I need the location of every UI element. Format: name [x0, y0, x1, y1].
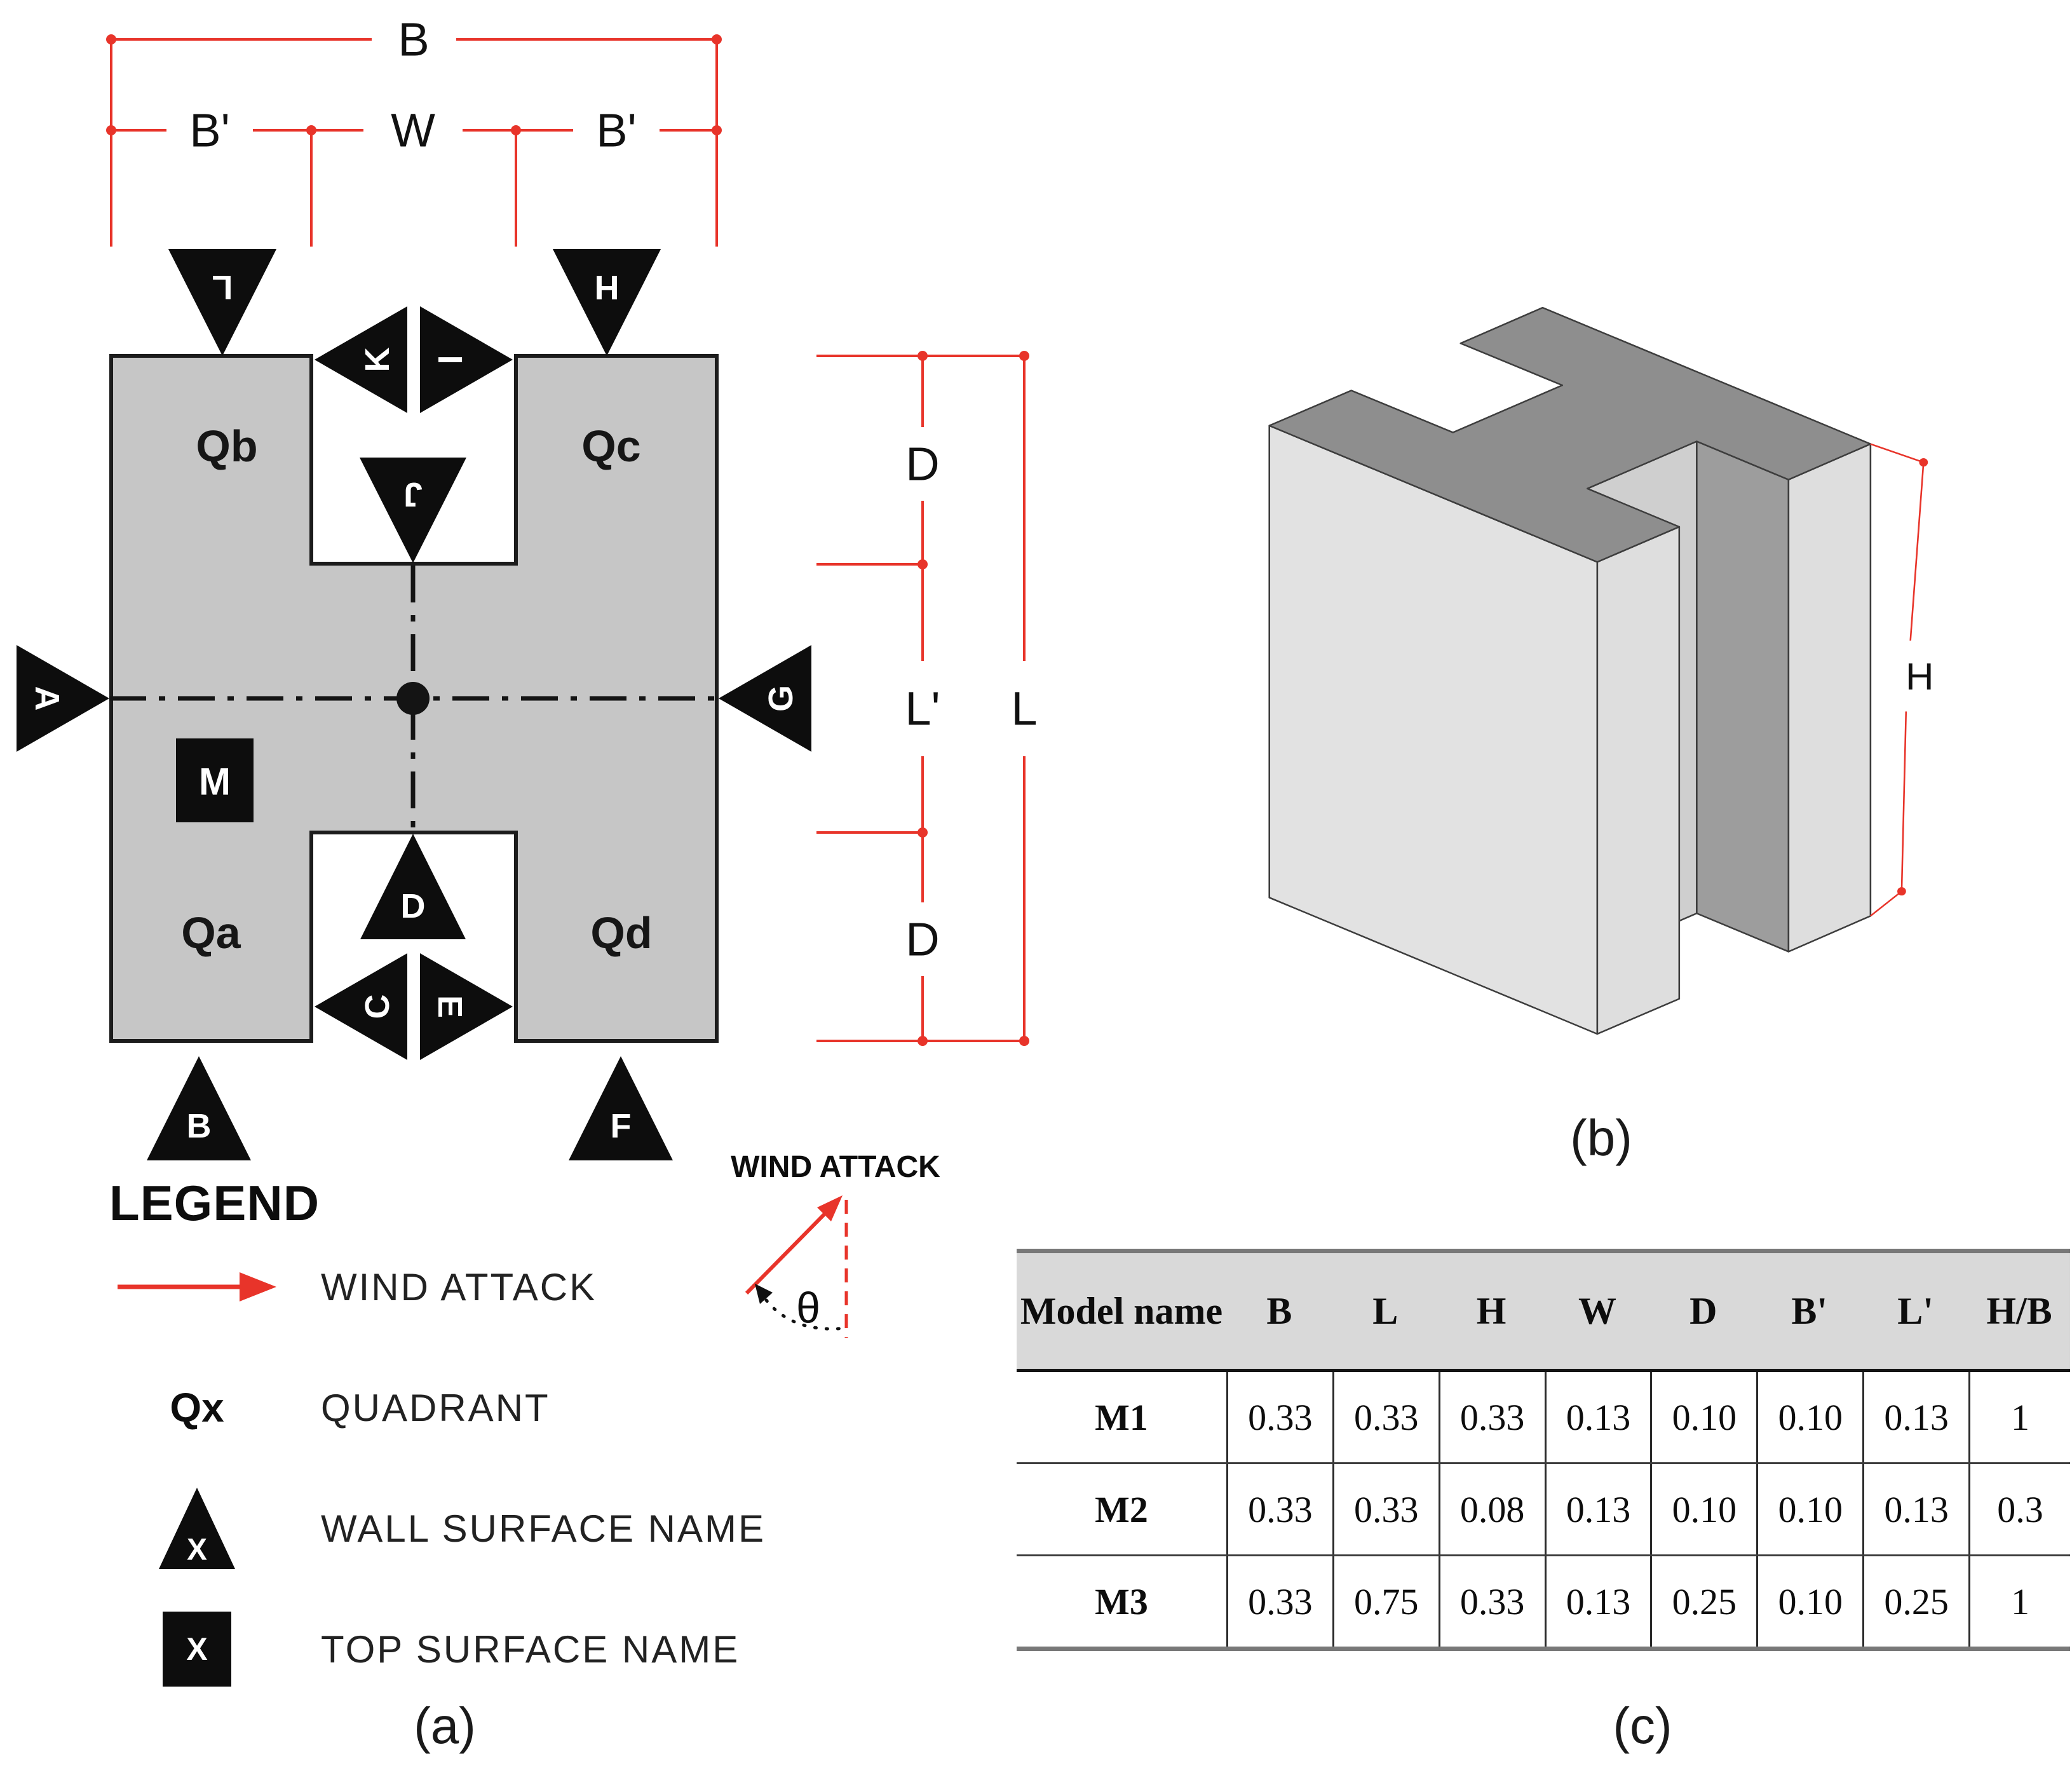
table-cell: 0.13 [1862, 1464, 1968, 1554]
wall-letter-f: F [610, 1107, 632, 1145]
table-cell: 0.08 [1439, 1464, 1545, 1554]
dim-dot [106, 34, 116, 44]
legend-wind-attack-label: WIND ATTACK [321, 1265, 597, 1308]
iso-height-label: H [1905, 655, 1934, 698]
quadrant-qc: Qc [581, 421, 641, 471]
table-cell: 0.3 [1968, 1464, 2070, 1554]
table-cell: 0.33 [1226, 1556, 1332, 1647]
dim-label-D-bottom: D [905, 913, 940, 966]
table-cell: 0.33 [1332, 1464, 1439, 1554]
table-header-cell: B [1266, 1289, 1292, 1332]
theta-arc-arrowhead [755, 1284, 773, 1304]
table-cell: 0.33 [1226, 1464, 1332, 1554]
quadrant-qd: Qd [590, 908, 653, 958]
dim-dot [306, 125, 316, 135]
legend-title: LEGEND [109, 1175, 320, 1231]
table-header-cell: H/B [1986, 1289, 2052, 1332]
wall-letter-g: G [762, 684, 800, 712]
table-cell: 0.10 [1650, 1464, 1756, 1554]
table-cell: 0.10 [1756, 1372, 1862, 1462]
table-cell: 0.33 [1226, 1372, 1332, 1462]
dim-label-D-top: D [905, 437, 940, 491]
dim-dot [918, 1036, 928, 1046]
dim-dot [1019, 351, 1029, 361]
table-header-cell: D [1689, 1289, 1717, 1332]
center-dot [396, 682, 430, 715]
wind-vector-line [747, 1211, 827, 1293]
table-cell: 1 [1968, 1556, 2070, 1647]
iso-right-flange-front-face [1789, 444, 1871, 952]
top-surface-letter-m: M [199, 760, 231, 803]
top-surface-square-icon [163, 1612, 231, 1687]
dim-dot [918, 559, 928, 569]
caption-a: (a) [414, 1697, 476, 1754]
table-cell-model: M2 [1095, 1488, 1148, 1530]
theta-label: θ [796, 1284, 820, 1332]
caption-b: (b) [1570, 1110, 1632, 1166]
iso-left-flange-front-face [1597, 527, 1679, 1034]
table-cell: 0.10 [1756, 1556, 1862, 1647]
wind-attack-arrow-icon [118, 1268, 276, 1306]
dim-dot [712, 34, 722, 44]
table-cell-model: M1 [1095, 1396, 1148, 1438]
panel-a-plan [0, 0, 1112, 1169]
table-cell: 0.75 [1332, 1556, 1439, 1647]
table-cell: 0.13 [1862, 1372, 1968, 1462]
wall-letter-e: E [431, 995, 469, 1019]
dim-dot [918, 351, 928, 361]
dim-label-W: W [391, 104, 435, 157]
wall-letter-j: J [403, 475, 423, 513]
table-cell: 0.10 [1756, 1464, 1862, 1554]
wind-attack-angle-diagram [686, 1141, 998, 1369]
dim-label-Lprime: L' [905, 682, 940, 735]
dim-dot [712, 125, 722, 135]
table-cell-model: M3 [1095, 1580, 1148, 1622]
table-header-cell: B' [1791, 1289, 1828, 1332]
table-cell: 0.33 [1332, 1372, 1439, 1462]
table-row [1017, 1464, 2070, 1556]
caption-c: (c) [1613, 1697, 1672, 1754]
quadrant-qa: Qa [181, 908, 241, 958]
table-cell: 0.25 [1862, 1556, 1968, 1647]
table-row [1017, 1556, 2070, 1647]
dim-dot [918, 827, 928, 838]
panel-c-table [1017, 1249, 2070, 1651]
wall-letter-k: K [358, 347, 396, 372]
dim-label-Bprime-right: B' [596, 104, 637, 157]
dim-label-L: L [1011, 682, 1038, 735]
dim-label-B: B [398, 13, 430, 66]
wind-diagram-title: WIND ATTACK [731, 1150, 940, 1184]
top-surface-symbol: X [186, 1631, 208, 1667]
table-row [1017, 1372, 2070, 1464]
table-cell: 0.13 [1545, 1556, 1651, 1647]
table-header-cell: Model name [1020, 1289, 1223, 1332]
table-cell: 0.13 [1545, 1372, 1651, 1462]
table-cell: 0.25 [1650, 1556, 1756, 1647]
table-header-cell: W [1578, 1289, 1616, 1332]
wall-letter-d: D [400, 887, 426, 925]
table-cell: 0.13 [1545, 1464, 1651, 1554]
quadrant-symbol: Qx [170, 1385, 224, 1430]
table-header-cell: L' [1897, 1289, 1933, 1332]
table-cell: 0.33 [1439, 1556, 1545, 1647]
legend-row-quadrant [118, 1373, 550, 1443]
table-cell: 0.33 [1439, 1372, 1545, 1462]
table-cell: 0.10 [1650, 1372, 1756, 1462]
legend-top-surface-label: TOP SURFACE NAME [321, 1627, 740, 1671]
table-cell: 1 [1968, 1372, 2070, 1462]
legend-row-top-surface [118, 1601, 740, 1697]
dim-dot [106, 125, 116, 135]
iso-notch-right-wall [1696, 442, 1789, 952]
dim-dot [1019, 1036, 1029, 1046]
wall-letter-h: H [594, 268, 620, 306]
table-header-row [1017, 1253, 2070, 1372]
legend-quadrant-label: QUADRANT [321, 1386, 550, 1429]
wall-letter-b: B [186, 1107, 212, 1145]
table-header-cell: L [1372, 1289, 1398, 1332]
wall-letter-i: I [431, 355, 469, 365]
dim-dot [1919, 458, 1928, 466]
dim-dot [1897, 887, 1906, 895]
legend-row-wall-surface [118, 1481, 766, 1576]
wall-letter-c: C [358, 994, 396, 1019]
dim-label-Bprime-left: B' [189, 104, 230, 157]
wall-surface-triangle-icon [159, 1488, 235, 1569]
dim-dot [511, 125, 521, 135]
table-header-cell: H [1476, 1289, 1507, 1332]
wall-letter-a: A [28, 686, 66, 711]
wall-letter-l: L [212, 268, 233, 306]
quadrant-qb: Qb [196, 421, 258, 471]
legend-row-wind-attack [118, 1255, 597, 1319]
legend-wall-surface-label: WALL SURFACE NAME [321, 1507, 766, 1550]
panel-b-3d-view [1163, 305, 1944, 1055]
wall-surface-symbol: X [186, 1533, 208, 1567]
